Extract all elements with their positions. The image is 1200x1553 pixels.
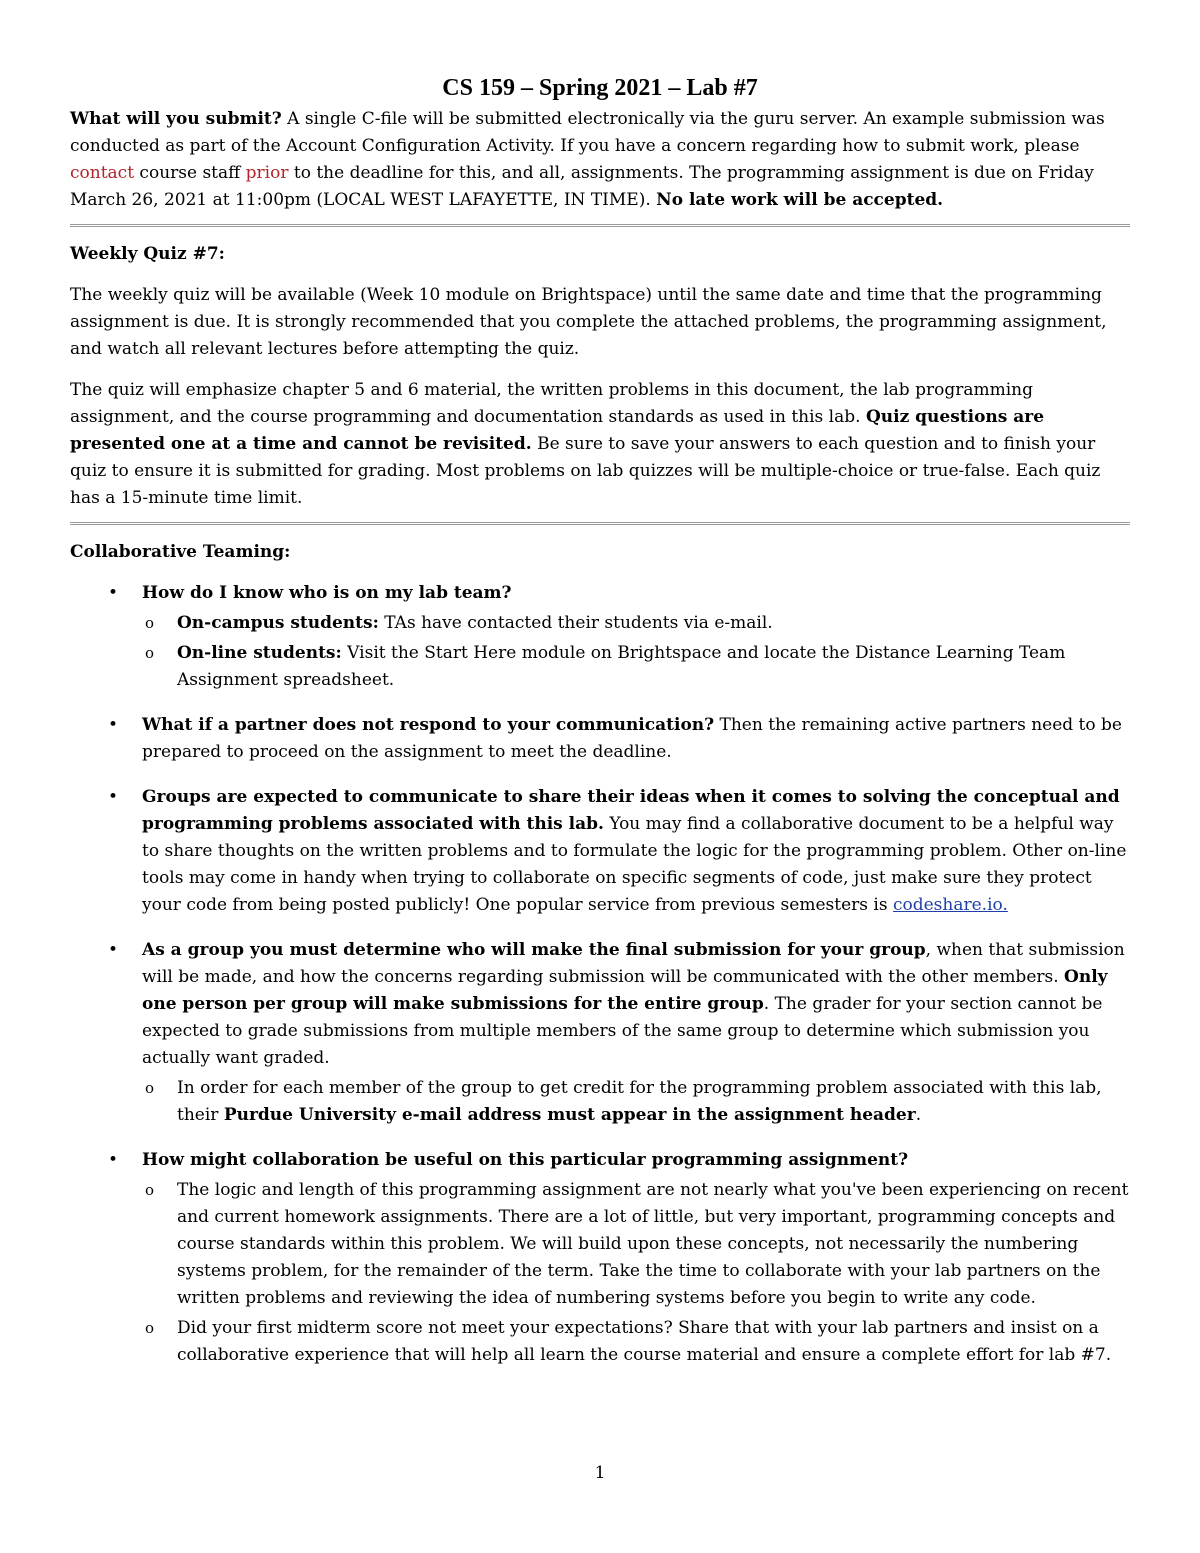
sub-bullet-icon: o — [145, 614, 155, 632]
late-policy: No late work will be accepted. — [656, 190, 944, 210]
page-number: 1 — [594, 1463, 606, 1483]
team-heading: Collaborative Teaming: — [70, 542, 291, 562]
prior-text: prior — [245, 163, 289, 183]
bullet-icon: • — [108, 583, 119, 603]
list-item: • How might collaboration be useful on this particular programming assignment? o The logic and length of this programming assignment are not nearly what you've been experiencing on recent and current homework assignments. There are a lot of little, but very important, programming concepts and course standards within this problem. We will build upon these concepts, not necessarily the numbering systems problem, for the remainder of the term. Take the time to collaborate with your lab partners on the written problems and reviewing the idea of numbering systems before you begin to write any code. o Did your first midterm score not meet your expectations? Share that with your lab partners and insist on a collaborative experience that will help all learn the course material and ensure a complete effort for lab #7. — [70, 1147, 1130, 1369]
quiz-warning: Quiz questions are presented one at a time and cannot be revisited. — [70, 407, 1045, 454]
submit-text-3: to the deadline for this, and all, assignments. The programming assignment is due on Friday March 26, 2021 at 11:00pm (LOCAL WEST LAFAYETTE, IN TIME). — [70, 163, 1094, 210]
list-item: • How do I know who is on my lab team? o On-campus students: TAs have contacted their students via e-mail. o On-line students: Visit the Start Here module on Brightspace and locate the Distance Learning Team Assignment spreadsheet. — [70, 580, 1130, 694]
quiz-heading: Weekly Quiz #7: — [70, 244, 225, 264]
submit-paragraph — [70, 106, 1130, 214]
sub-list-item: o On-line students: Visit the Start Here module on Brightspace and locate the Distance Learning Team Assignment spreadsheet. — [142, 640, 1130, 694]
page-title: CS 159 – Spring 2021 – Lab #7 — [442, 75, 758, 101]
sub-bullet-icon: o — [145, 644, 155, 662]
bullet-icon: • — [108, 940, 119, 960]
team-list — [70, 580, 1130, 1369]
list-item: • Groups are expected to communicate to share their ideas when it comes to solving the conceptual and programming problems associated with this lab. You may find a collaborative document to be a helpful way to share thoughts on the written problems and to formulate the logic for the programming problem. Other on-line tools may come in handy when trying to collaborate on specific segments of code, just make sure they protect your code from being posted publicly! One popular service from previous semesters is codeshare.io. — [70, 784, 1130, 919]
codeshare-link[interactable]: codeshare.io. — [892, 895, 1008, 915]
bullet-icon: • — [108, 1150, 119, 1170]
submit-text-2: course staff — [134, 163, 246, 183]
quiz-paragraph-2: The quiz will emphasize chapter 5 and 6 material, the written problems in this document, the lab programming assignment, and the course programming and documentation standards as used in this lab. Quiz questions are presented one at a time and cannot be revisited. Be sure to save your answers to each question and to finish your quiz to ensure it is submitted for grading. Most problems on lab quizzes will be multiple-choice or true-false. Each quiz has a 15-minute time limit. — [70, 380, 1101, 508]
sub-list-item: o In order for each member of the group to get credit for the programming problem associated with this lab, their Purdue University e-mail address must appear in the assignment header. — [142, 1075, 1130, 1129]
submit-text-1: A single C-file will be submitted electronically via the guru server. An example submission was conducted as part of the Account Configuration Activity. If you have a concern regarding how to submit work, please — [70, 109, 1105, 156]
quiz-paragraph-1: The weekly quiz will be available (Week 10 module on Brightspace) until the same date and time that the programming assignment is due. It is strongly recommended that you complete the attached problems, the programming assignment, and watch all relevant lectures before attempting the quiz. — [70, 285, 1107, 359]
section-divider — [70, 224, 1130, 227]
sub-bullet-icon: o — [145, 1079, 155, 1097]
contact-text: contact — [70, 163, 135, 183]
sub-list-item: o The logic and length of this programming assignment are not nearly what you've been experiencing on recent and current homework assignments. There are a lot of little, but very important, programming concepts and course standards within this problem. We will build upon these concepts, not necessarily the numbering systems problem, for the remainder of the term. Take the time to collaborate with your lab partners on the written problems and reviewing the idea of numbering systems before you begin to write any code. — [142, 1177, 1130, 1312]
sub-list-item: o Did your first midterm score not meet your expectations? Share that with your lab partners and insist on a collaborative experience that will help all learn the course material and ensure a complete effort for lab #7. — [142, 1315, 1130, 1369]
document-page — [70, 72, 1130, 1387]
sub-list-item: o On-campus students: TAs have contacted their students via e-mail. — [142, 610, 1130, 637]
sub-list — [142, 1177, 1130, 1369]
sub-list — [142, 1075, 1130, 1129]
sub-bullet-icon: o — [145, 1319, 155, 1337]
submit-heading: What will you submit? — [70, 109, 282, 129]
sub-list — [142, 610, 1130, 694]
list-item: • As a group you must determine who will make the final submission for your group, when that submission will be made, and how the concerns regarding submission will be communicated with the other members. Only one person per group will make submissions for the entire group. The grader for your section cannot be expected to grade submissions from multiple members of the same group to determine which submission you actually want graded. o In order for each member of the group to get credit for the programming problem associated with this lab, their Purdue University e-mail address must appear in the assignment header. — [70, 937, 1130, 1129]
bullet-icon: • — [108, 715, 119, 735]
list-item: • What if a partner does not respond to your communication? Then the remaining active partners need to be prepared to proceed on the assignment to meet the deadline. — [70, 712, 1130, 766]
section-divider — [70, 522, 1130, 525]
bullet-icon: • — [108, 787, 119, 807]
sub-bullet-icon: o — [145, 1181, 155, 1199]
